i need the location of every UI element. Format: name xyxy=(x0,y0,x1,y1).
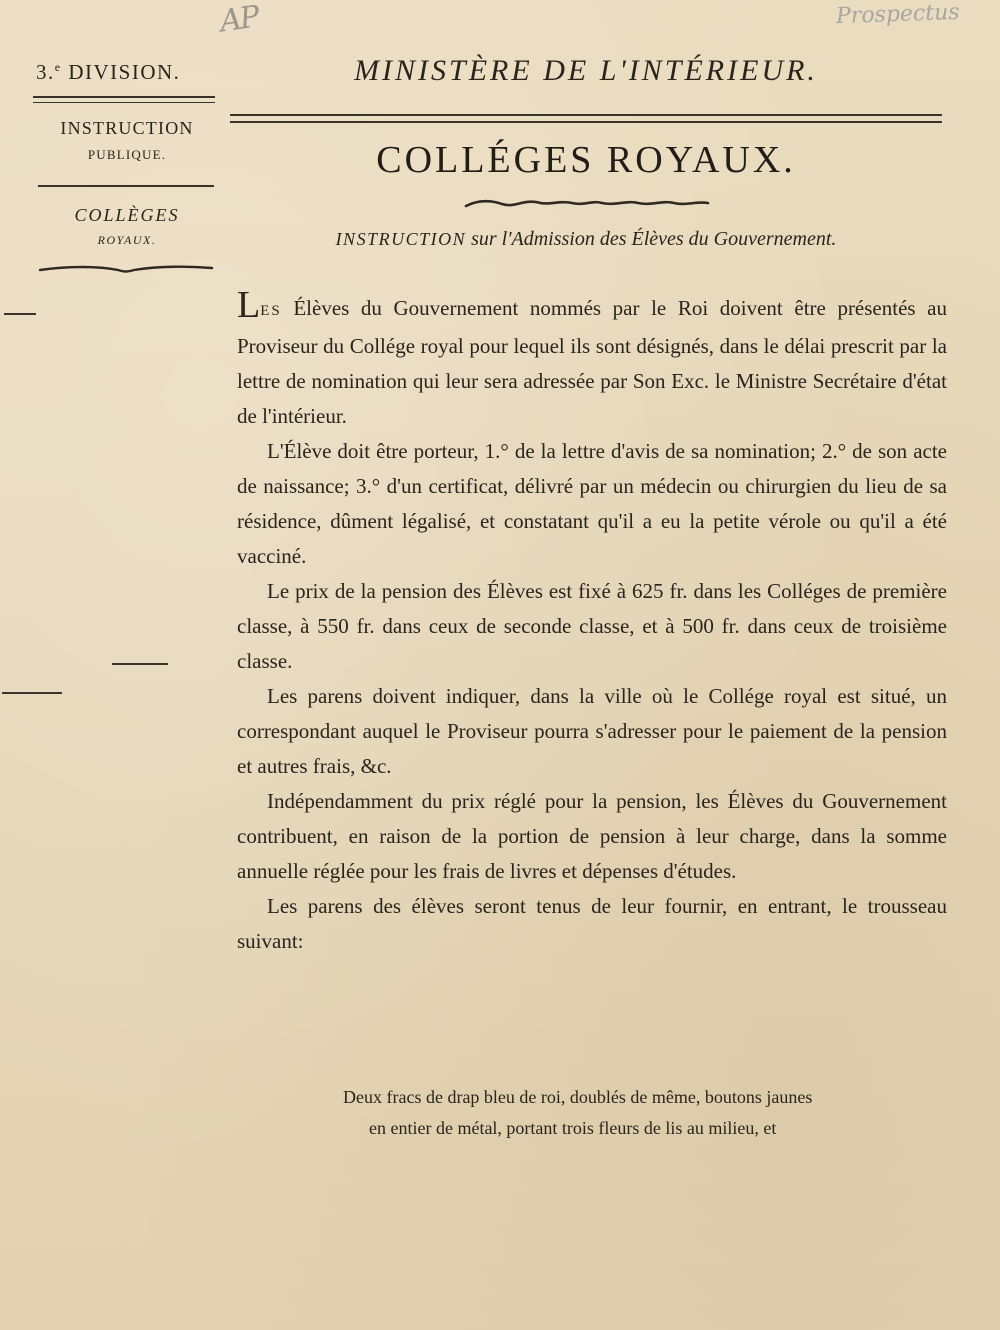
paragraph-1: LES Élèves du Gouvernement nommés par le Roi doivent être présentés au Proviseur du Collége royal pour lequel ils sont désignés, dans le délai prescrit par la lettre de nomination qui leur sera adressée par Son Exc. le Ministre Secrétaire d'état de l'intérieur. xyxy=(237,284,947,428)
list-item-line: Deux fracs de drap bleu de roi, doublés de même, boutons jaunes xyxy=(343,1087,813,1107)
division-label: 3.$^e$ DIVISION. xyxy=(36,60,181,84)
page-title: COLLÉGES ROYAUX. xyxy=(376,139,796,181)
header-double-rule xyxy=(230,114,942,123)
list-item-line: en entier de métal, portant trois fleurs de lis au milieu, et xyxy=(369,1118,777,1138)
body-text xyxy=(237,284,947,959)
handwritten-note-top-left: AP xyxy=(217,0,261,40)
left-double-rule xyxy=(33,96,215,103)
paragraph-3: Le prix de la pension des Élèves est fixé à 625 fr. dans les Colléges de première classe, à 550 fr. dans ceux de seconde classe, et à 500 fr. dans ceux de troisième classe. xyxy=(237,579,947,673)
margin-mark xyxy=(4,313,36,315)
drop-cap: L xyxy=(237,284,261,326)
margin-mark xyxy=(112,663,168,665)
paragraph-5: Indépendamment du prix réglé pour la pension, les Élèves du Gouvernement contribuent, en raison de la portion de pension à leur charge, dans la somme annuelle réglée pour les frais de livres et dépenses d'études. xyxy=(237,789,947,883)
handwritten-note-top-right: Prospectus xyxy=(835,0,960,30)
ministere-heading: MINISTÈRE DE L'INTÉRIEUR. xyxy=(354,54,818,87)
paragraph-2: L'Élève doit être porteur, 1.° de la lettre d'avis de sa nomination; 2.° de son acte de naissance; 3.° d'un certificat, délivré par un médecin ou chirurgien du lieu de sa résidence, dûment légalisé, et constatant qu'il a eu la petite vérole ou qu'il a été vacciné. xyxy=(237,439,947,568)
colleges-label: COLLÈGES xyxy=(74,205,180,225)
paragraph-4: Les parens doivent indiquer, dans la ville où le Collége royal est situé, un correspondant auquel le Proviseur pourra s'adresser pour le paiement de la pension et autres frais, &c. xyxy=(237,684,947,778)
left-single-rule xyxy=(38,185,214,187)
instruction-label: INSTRUCTION xyxy=(60,118,194,138)
publique-label: PUBLIQUE. xyxy=(87,147,167,162)
left-swash-ornament xyxy=(38,262,214,276)
royaux-label: ROYAUX. xyxy=(97,233,157,247)
trousseau-list xyxy=(343,1082,951,1144)
title-swash-ornament xyxy=(462,196,712,212)
margin-mark xyxy=(2,692,62,694)
paragraph-6: Les parens des élèves seront tenus de leur fournir, en entrant, le trousseau suivant: xyxy=(237,894,947,953)
subtitle: INSTRUCTION sur l'Admission des Élèves du Gouvernement. xyxy=(335,228,837,250)
